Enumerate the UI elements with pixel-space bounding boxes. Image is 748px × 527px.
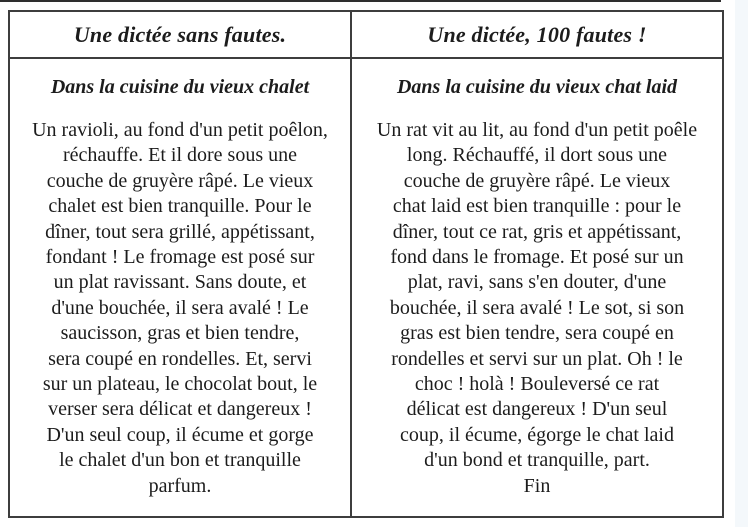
text-line: plat, ravi, sans s'en douter, d'une: [407, 271, 667, 294]
text-line: D'un seul coup, il écume et gorge: [46, 423, 314, 446]
text-line: sur un plateau, le chocolat bout, le: [42, 373, 318, 396]
text-line: d'un bond et tranquille, part.: [424, 449, 650, 472]
table-body-row: [10, 59, 722, 516]
text-line: réchauffe. Et il dore sous une: [63, 144, 297, 167]
text-line: un plat ravissant. Sans doute, et: [53, 271, 307, 294]
text-line: d'une bouchée, il sera avalé ! Le: [51, 296, 309, 319]
text-line: Un rat vit au lit, au fond d'un petit poêle: [376, 119, 698, 141]
text-line: fond dans le fromage. Et posé sur un: [390, 246, 684, 269]
text-line: couche de gruyère râpé. Le vieux: [46, 169, 314, 192]
top-edge-line: [0, 0, 721, 2]
right-column-body: [352, 59, 722, 516]
text-line: gras est bien tendre, sera coupé en: [400, 322, 674, 345]
text-line: Un ravioli, au fond d'un petit poêlon,: [32, 119, 328, 141]
left-column-body: [10, 59, 352, 516]
text-line: dîner, tout ce rat, gris et appétissant,: [392, 220, 682, 243]
text-line: saucisson, gras et bien tendre,: [60, 322, 300, 345]
table-header-row: [10, 12, 722, 59]
text-line: Fin: [523, 474, 551, 497]
text-line: couche de gruyère râpé. Le vieux: [403, 169, 671, 192]
text-line: choc ! holà ! Bouleversé ce rat: [414, 373, 660, 396]
text-line: le chalet d'un bon et tranquille: [59, 449, 301, 472]
right-column-subtitle: Dans la cuisine du vieux chat laid: [396, 76, 678, 98]
text-line: bouchée, il sera avalé ! Le sot, si son: [389, 296, 685, 319]
text-line: délicat est dangereux ! D'un seul: [406, 398, 668, 421]
text-line: sera coupé en rondelles. Et, servi: [48, 347, 312, 370]
left-column-subtitle: Dans la cuisine du vieux chalet: [50, 76, 310, 98]
text-line: chalet est bien tranquille. Pour le: [48, 195, 312, 218]
left-column-header: Une dictée sans fautes.: [10, 12, 352, 57]
text-line: coup, il écume, égorge le chat laid: [400, 423, 674, 446]
text-line: rondelles et servi sur un plat. Oh ! le: [391, 347, 683, 370]
text-line: dîner, tout sera grillé, appétissant,: [45, 220, 315, 243]
text-line: parfum.: [148, 474, 212, 497]
text-line: chat laid est bien tranquille : pour le: [392, 195, 682, 218]
text-line: verser sera délicat et dangereux !: [48, 398, 312, 421]
text-line: long. Réchauffé, il dort sous une: [406, 144, 668, 167]
text-line: fondant ! Le fromage est posé sur: [45, 246, 315, 269]
right-background-strip: [735, 0, 748, 527]
right-column-header: Une dictée, 100 fautes !: [427, 21, 647, 47]
dictation-comparison-table: [8, 10, 724, 518]
